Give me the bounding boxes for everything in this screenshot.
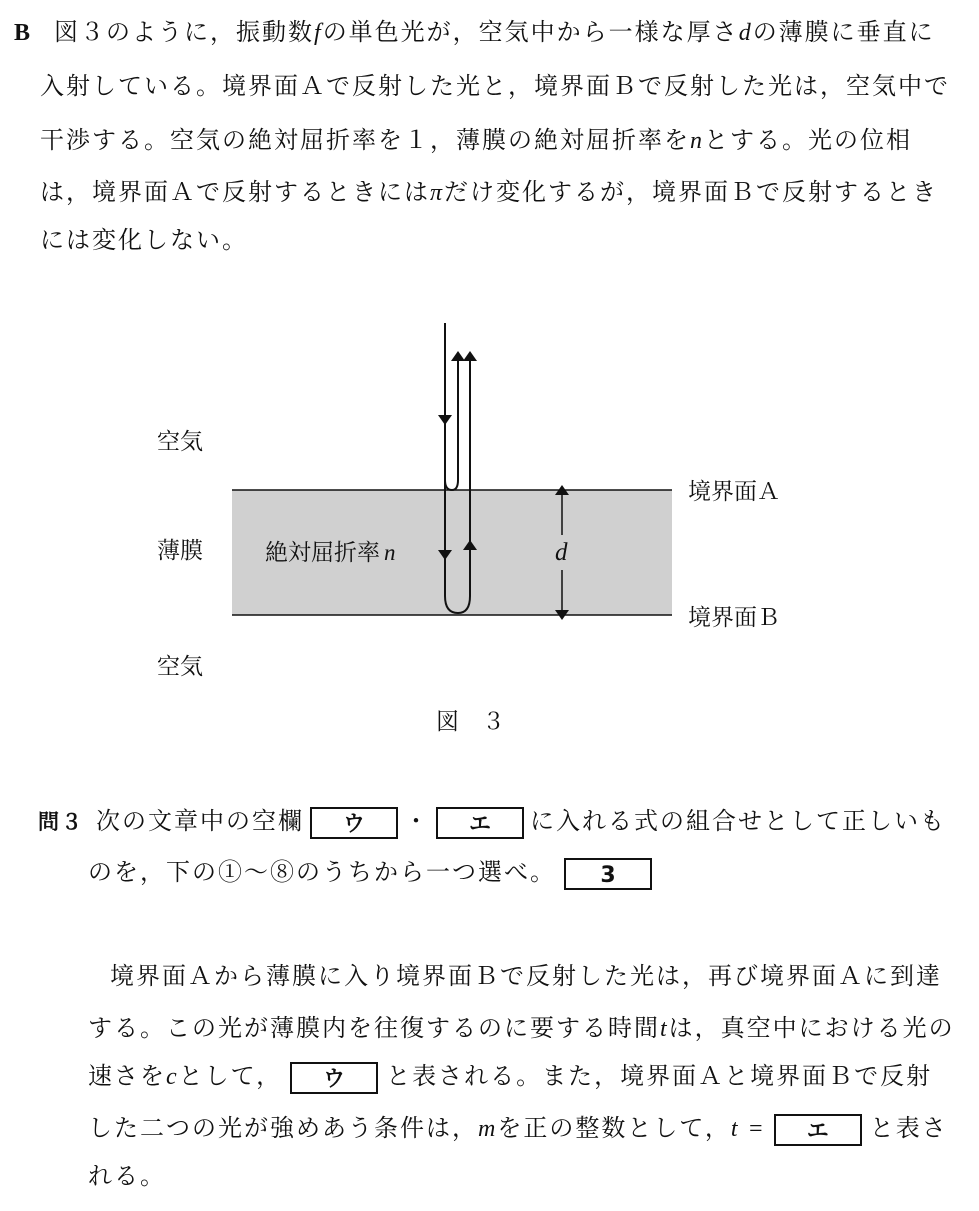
passage-line-4 xyxy=(88,1112,948,1146)
text-fragment: する。この光が薄膜内を往復するのに要する時間 xyxy=(88,1014,660,1042)
text-fragment: 図３のように，振動数 xyxy=(54,18,315,46)
text-fragment: だけ変化するが，境界面Ｂで反射するとき xyxy=(444,178,939,206)
var-t: t xyxy=(660,1016,669,1042)
label-refractive-index xyxy=(265,539,396,567)
text-fragment: 速さを xyxy=(88,1062,166,1090)
text-fragment: の薄膜に垂直に xyxy=(752,18,935,46)
separator: ・ xyxy=(404,807,430,835)
blank-u: ウ xyxy=(310,807,398,839)
text-fragment: に入れる式の組合せとして正しいも xyxy=(530,807,946,835)
answer-box-3: 3 xyxy=(564,858,652,890)
label-boundary-b: 境界面Ｂ xyxy=(688,605,780,631)
figure-caption: 図 ３ xyxy=(436,709,505,735)
text-fragment: れる。 xyxy=(88,1162,166,1190)
label-air-bottom: 空気 xyxy=(157,654,203,680)
text-fragment: とする。光の位相 xyxy=(704,126,912,154)
text-fragment: 入射している。境界面Ａで反射した光と，境界面Ｂで反射した光は，空気中で xyxy=(40,72,950,100)
question-label: 問３ xyxy=(38,810,84,834)
var-pi: π xyxy=(430,180,445,206)
section-letter: B xyxy=(14,20,33,46)
text-fragment: 境界面Ａから薄膜に入り境界面Ｂで反射した光は，再び境界面Ａに到達 xyxy=(110,962,942,990)
passage-line-2 xyxy=(88,1012,955,1045)
var-d: d xyxy=(738,20,753,46)
var-m: m xyxy=(478,1116,498,1142)
text-fragment: を正の整数として， xyxy=(497,1114,731,1142)
question-line-1 xyxy=(38,805,946,839)
text-fragment: した二つの光が強めあう条件は， xyxy=(88,1114,478,1142)
equation-t: t = xyxy=(730,1116,766,1142)
text-fragment: 次の文章中の空欄 xyxy=(96,807,304,835)
refractive-text: 絶対屈折率 xyxy=(265,540,380,566)
text-fragment: と表される。また，境界面Ａと境界面Ｂで反射 xyxy=(386,1062,933,1090)
text-fragment: と表さ xyxy=(869,1114,948,1142)
label-film: 薄膜 xyxy=(157,538,203,564)
blank-e-passage: エ xyxy=(774,1114,862,1146)
var-n-figure: n xyxy=(384,540,396,565)
text-fragment: のを，下の①～⑧のうちから一つ選べ。 xyxy=(88,858,556,886)
text-fragment: の単色光が，空気中から一様な厚さ xyxy=(322,18,739,46)
label-thickness-d: d xyxy=(555,539,568,566)
label-boundary-a: 境界面Ａ xyxy=(688,479,780,505)
var-n: n xyxy=(690,128,704,154)
text-fragment: は，真空中における光の xyxy=(668,1014,955,1042)
passage-line-5 xyxy=(88,1160,166,1192)
text-fragment: 干渉する。空気の絶対屈折率を１，薄膜の絶対屈折率を xyxy=(40,126,690,154)
var-c: c xyxy=(166,1064,179,1090)
label-air-top: 空気 xyxy=(157,429,203,455)
text-fragment: として， xyxy=(178,1062,283,1090)
text-fragment: は，境界面Ａで反射するときには xyxy=(40,178,430,206)
reflection-at-a xyxy=(445,360,458,490)
blank-u-passage: ウ xyxy=(290,1062,378,1094)
question-line-2 xyxy=(88,856,652,890)
passage-line-1 xyxy=(110,960,942,992)
passage-line-3 xyxy=(88,1060,932,1094)
text-fragment: には変化しない。 xyxy=(40,226,248,254)
blank-e: エ xyxy=(436,807,524,839)
var-f: f xyxy=(314,20,323,46)
